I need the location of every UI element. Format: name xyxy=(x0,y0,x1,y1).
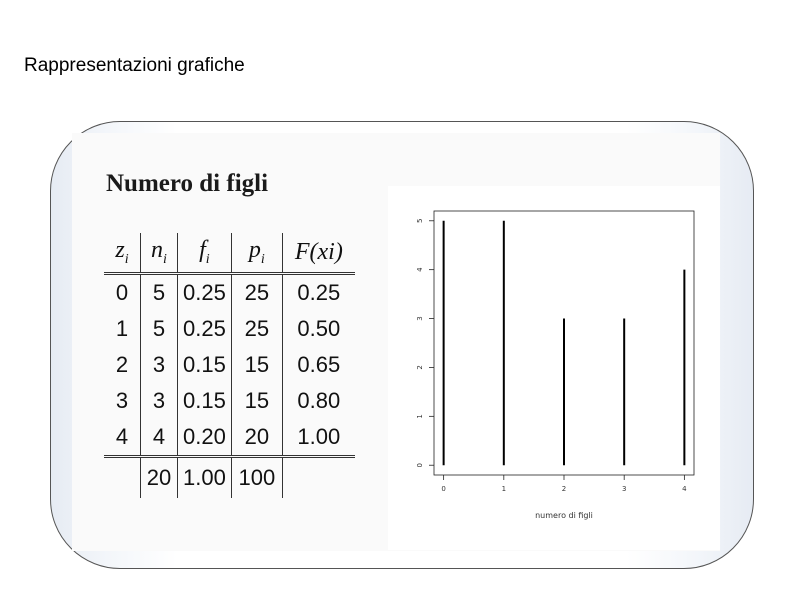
cell-ni: 3 xyxy=(141,383,178,419)
y-tick-label: 5 xyxy=(416,218,424,224)
header-symbol: p xyxy=(248,236,261,263)
header-pi xyxy=(231,233,282,274)
cell-zi: 0 xyxy=(115,280,129,305)
y-tick-label: 0 xyxy=(416,462,424,468)
cell-pi: 25 xyxy=(231,311,282,347)
cell-fi: 0.25 xyxy=(178,274,232,312)
x-tick-label: 4 xyxy=(682,485,687,493)
header-fi-label xyxy=(199,236,210,267)
cell-pi: 20 xyxy=(231,419,282,457)
total-fi: 1.00 xyxy=(178,457,232,499)
total-ni: 20 xyxy=(141,457,178,499)
x-tick-label: 0 xyxy=(441,485,446,493)
cell-pi: 15 xyxy=(231,383,282,419)
y-tick-label: 1 xyxy=(416,414,424,419)
header-subscript: i xyxy=(260,251,265,267)
frequency-table xyxy=(104,233,355,498)
cell-Fxi: 0.25 xyxy=(282,274,355,312)
table-row xyxy=(104,419,355,457)
header-ni-label xyxy=(151,236,167,267)
header-fi xyxy=(178,233,232,274)
header-subscript: i xyxy=(124,251,129,267)
cell-zi: 4 xyxy=(115,424,129,449)
x-tick-label: 3 xyxy=(621,485,627,493)
section-title: Numero di figli xyxy=(106,170,269,197)
bar-chart xyxy=(388,186,720,550)
header-Fxi-label: F(xi) xyxy=(294,238,343,265)
table-row xyxy=(104,311,355,347)
header-pi-label xyxy=(248,236,265,267)
header-ni xyxy=(141,233,178,274)
cell-fi: 0.25 xyxy=(178,311,232,347)
cell-ni: 5 xyxy=(141,274,178,312)
cell-pi: 25 xyxy=(231,274,282,312)
cell-fi: 0.15 xyxy=(178,347,232,383)
cell-zi: 3 xyxy=(115,388,129,413)
x-tick-label: 2 xyxy=(561,485,567,493)
header-symbol: f xyxy=(199,236,206,263)
header-subscript: i xyxy=(163,251,167,267)
cell-Fxi: 1.00 xyxy=(282,419,355,457)
cell-ni: 5 xyxy=(141,311,178,347)
y-tick-label: 3 xyxy=(416,316,424,321)
x-axis-label: numero di figli xyxy=(535,511,593,520)
table-total-row xyxy=(104,457,355,499)
cell-ni: 3 xyxy=(141,347,178,383)
slide-title: Rappresentazioni grafiche xyxy=(24,55,245,76)
table-row xyxy=(104,274,355,312)
cell-fi: 0.20 xyxy=(178,419,232,457)
cell-zi: 1 xyxy=(115,316,129,341)
header-Fxi xyxy=(282,233,355,274)
cell-zi: 2 xyxy=(115,352,129,377)
total-Fxi xyxy=(282,457,355,499)
chart-area xyxy=(388,186,720,550)
table-row xyxy=(104,347,355,383)
header-subscript: i xyxy=(205,251,210,267)
cell-Fxi: 0.65 xyxy=(282,347,355,383)
table-header-row xyxy=(104,233,355,274)
y-tick-label: 2 xyxy=(416,365,424,370)
x-tick-label: 1 xyxy=(501,485,507,493)
header-symbol: z xyxy=(115,236,125,263)
cell-fi: 0.15 xyxy=(178,383,232,419)
cell-Fxi: 0.80 xyxy=(282,383,355,419)
table-row xyxy=(104,383,355,419)
cell-Fxi: 0.50 xyxy=(282,311,355,347)
total-zi xyxy=(104,457,141,499)
header-zi-label xyxy=(115,236,129,267)
cell-ni: 4 xyxy=(141,419,178,457)
total-pi: 100 xyxy=(231,457,282,499)
header-symbol: n xyxy=(151,236,164,263)
cell-pi: 15 xyxy=(231,347,282,383)
y-tick-label: 4 xyxy=(416,267,424,272)
header-zi xyxy=(104,233,141,274)
